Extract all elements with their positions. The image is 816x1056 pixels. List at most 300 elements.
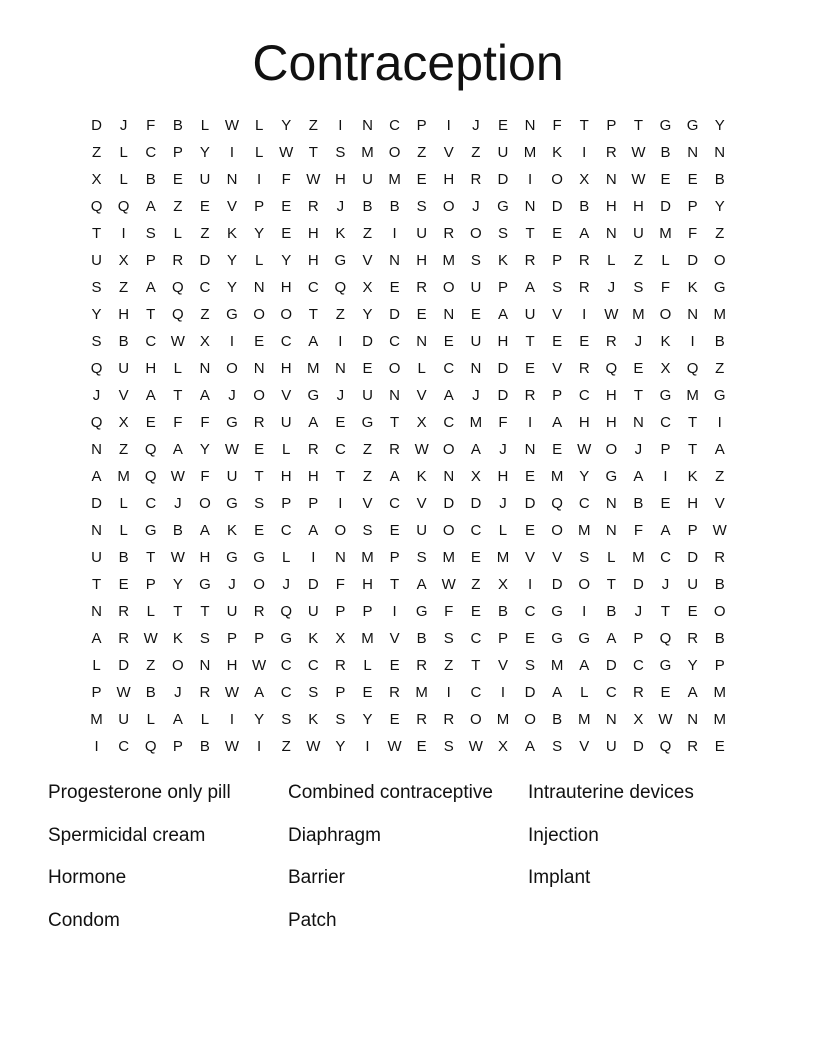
grid-letter[interactable]: D bbox=[497, 360, 509, 377]
grid-letter[interactable]: Y bbox=[579, 468, 590, 485]
grid-letter[interactable]: Z bbox=[119, 279, 129, 296]
grid-letter[interactable]: G bbox=[605, 468, 618, 485]
grid-letter[interactable]: M bbox=[361, 144, 374, 161]
grid-letter[interactable]: I bbox=[392, 603, 397, 620]
grid-letter[interactable]: W bbox=[414, 441, 429, 458]
grid-letter[interactable]: R bbox=[118, 630, 130, 647]
grid-letter[interactable]: E bbox=[416, 171, 427, 188]
grid-letter[interactable]: T bbox=[91, 576, 102, 593]
grid-letter[interactable]: Y bbox=[281, 117, 292, 134]
grid-letter[interactable]: A bbox=[470, 441, 481, 458]
grid-letter[interactable]: S bbox=[552, 738, 563, 755]
grid-letter[interactable]: U bbox=[226, 468, 238, 485]
grid-letter[interactable]: P bbox=[633, 630, 644, 647]
grid-letter[interactable]: G bbox=[659, 387, 672, 404]
grid-letter[interactable]: I bbox=[527, 414, 533, 431]
grid-letter[interactable]: S bbox=[199, 630, 210, 647]
grid-letter[interactable]: V bbox=[552, 360, 563, 377]
grid-letter[interactable]: A bbox=[552, 684, 563, 701]
grid-letter[interactable]: W bbox=[252, 657, 267, 674]
grid-letter[interactable]: N bbox=[524, 441, 536, 458]
grid-letter[interactable]: X bbox=[118, 414, 129, 431]
grid-letter[interactable]: C bbox=[280, 522, 292, 539]
grid-letter[interactable]: Q bbox=[605, 360, 618, 377]
grid-letter[interactable]: R bbox=[687, 738, 699, 755]
grid-letter[interactable]: M bbox=[361, 549, 374, 566]
grid-letter[interactable]: N bbox=[334, 360, 346, 377]
grid-letter[interactable]: D bbox=[470, 495, 482, 512]
grid-letter[interactable]: L bbox=[254, 252, 264, 269]
grid-letter[interactable]: P bbox=[416, 117, 427, 134]
grid-letter[interactable]: L bbox=[173, 360, 182, 377]
grid-letter[interactable]: E bbox=[389, 522, 400, 539]
grid-letter[interactable]: D bbox=[551, 198, 563, 215]
grid-letter[interactable]: B bbox=[714, 171, 725, 188]
grid-letter[interactable]: B bbox=[389, 198, 400, 215]
grid-letter[interactable]: U bbox=[633, 225, 644, 242]
grid-letter[interactable]: Z bbox=[417, 144, 427, 161]
grid-letter[interactable]: G bbox=[144, 522, 157, 539]
grid-letter[interactable]: P bbox=[606, 117, 617, 134]
grid-letter[interactable]: L bbox=[498, 522, 508, 539]
grid-letter[interactable]: F bbox=[200, 468, 210, 485]
grid-letter[interactable]: A bbox=[525, 279, 536, 296]
grid-letter[interactable]: N bbox=[605, 225, 617, 242]
grid-letter[interactable]: E bbox=[525, 630, 536, 647]
grid-letter[interactable]: J bbox=[119, 117, 128, 134]
grid-letter[interactable]: N bbox=[687, 144, 699, 161]
grid-letter[interactable]: R bbox=[253, 414, 265, 431]
grid-letter[interactable]: T bbox=[579, 117, 589, 134]
grid-letter[interactable]: A bbox=[633, 468, 644, 485]
grid-letter[interactable]: V bbox=[552, 306, 563, 323]
grid-letter[interactable]: V bbox=[362, 252, 373, 269]
grid-letter[interactable]: P bbox=[172, 144, 183, 161]
grid-letter[interactable]: F bbox=[173, 414, 183, 431]
grid-letter[interactable]: Q bbox=[144, 441, 157, 458]
grid-letter[interactable]: P bbox=[660, 441, 671, 458]
grid-letter[interactable]: J bbox=[472, 387, 480, 404]
grid-letter[interactable]: L bbox=[119, 522, 128, 539]
grid-letter[interactable]: E bbox=[281, 198, 292, 215]
grid-letter[interactable]: G bbox=[659, 657, 672, 674]
grid-letter[interactable]: R bbox=[172, 252, 184, 269]
grid-letter[interactable]: W bbox=[468, 738, 483, 755]
grid-letter[interactable]: S bbox=[91, 333, 102, 350]
grid-letter[interactable]: L bbox=[282, 549, 291, 566]
grid-letter[interactable]: F bbox=[335, 576, 345, 593]
grid-letter[interactable]: G bbox=[713, 279, 726, 296]
grid-letter[interactable]: I bbox=[94, 738, 99, 755]
grid-letter[interactable]: X bbox=[633, 711, 644, 728]
grid-letter[interactable]: E bbox=[687, 171, 698, 188]
grid-letter[interactable]: R bbox=[307, 198, 319, 215]
grid-letter[interactable]: I bbox=[582, 306, 587, 323]
grid-letter[interactable]: K bbox=[687, 279, 698, 296]
grid-letter[interactable]: I bbox=[392, 225, 397, 242]
grid-letter[interactable]: J bbox=[634, 333, 643, 350]
grid-letter[interactable]: W bbox=[387, 738, 402, 755]
grid-letter[interactable]: U bbox=[307, 603, 319, 620]
grid-letter[interactable]: I bbox=[121, 225, 126, 242]
grid-letter[interactable]: Q bbox=[659, 738, 672, 755]
grid-letter[interactable]: V bbox=[579, 738, 590, 755]
grid-letter[interactable]: K bbox=[172, 630, 183, 647]
grid-letter[interactable]: K bbox=[416, 468, 427, 485]
grid-letter[interactable]: U bbox=[362, 171, 373, 188]
grid-letter[interactable]: A bbox=[606, 630, 617, 647]
grid-letter[interactable]: B bbox=[118, 549, 129, 566]
grid-letter[interactable]: K bbox=[308, 711, 319, 728]
grid-letter[interactable]: C bbox=[280, 657, 292, 674]
grid-letter[interactable]: N bbox=[605, 711, 617, 728]
grid-letter[interactable]: B bbox=[497, 603, 508, 620]
grid-letter[interactable]: O bbox=[442, 441, 455, 458]
grid-letter[interactable]: V bbox=[497, 657, 508, 674]
grid-letter[interactable]: G bbox=[226, 306, 238, 323]
grid-letter[interactable]: O bbox=[551, 522, 563, 539]
grid-letter[interactable]: H bbox=[416, 252, 428, 269]
grid-letter[interactable]: J bbox=[634, 603, 643, 620]
grid-letter[interactable]: E bbox=[470, 603, 481, 620]
grid-letter[interactable]: E bbox=[714, 738, 725, 755]
grid-letter[interactable]: H bbox=[443, 171, 455, 188]
grid-letter[interactable]: Y bbox=[362, 711, 373, 728]
grid-letter[interactable]: B bbox=[714, 630, 725, 647]
grid-letter[interactable]: G bbox=[713, 387, 726, 404]
grid-letter[interactable]: N bbox=[687, 306, 699, 323]
grid-letter[interactable]: E bbox=[552, 225, 563, 242]
grid-letter[interactable]: N bbox=[633, 414, 644, 431]
grid-letter[interactable]: N bbox=[605, 522, 617, 539]
grid-letter[interactable]: E bbox=[470, 549, 481, 566]
grid-letter[interactable]: T bbox=[308, 144, 318, 161]
grid-letter[interactable]: A bbox=[497, 306, 508, 323]
grid-letter[interactable]: Y bbox=[254, 225, 265, 242]
grid-letter[interactable]: Q bbox=[90, 198, 103, 215]
grid-letter[interactable]: B bbox=[145, 171, 156, 188]
grid-letter[interactable]: Y bbox=[254, 711, 265, 728]
grid-letter[interactable]: C bbox=[199, 279, 211, 296]
grid-letter[interactable]: T bbox=[173, 387, 183, 404]
grid-letter[interactable]: E bbox=[199, 198, 210, 215]
grid-letter[interactable]: Q bbox=[171, 279, 184, 296]
grid-letter[interactable]: Z bbox=[200, 225, 210, 242]
grid-letter[interactable]: G bbox=[253, 549, 265, 566]
grid-letter[interactable]: E bbox=[389, 711, 400, 728]
grid-letter[interactable]: A bbox=[552, 414, 563, 431]
grid-letter[interactable]: Q bbox=[90, 360, 103, 377]
grid-letter[interactable]: N bbox=[714, 144, 726, 161]
grid-letter[interactable]: M bbox=[361, 630, 374, 647]
grid-letter[interactable]: J bbox=[499, 495, 507, 512]
grid-letter[interactable]: A bbox=[714, 441, 725, 458]
grid-letter[interactable]: E bbox=[660, 495, 671, 512]
grid-letter[interactable]: P bbox=[281, 495, 292, 512]
grid-letter[interactable]: R bbox=[578, 360, 590, 377]
grid-letter[interactable]: S bbox=[552, 279, 563, 296]
grid-letter[interactable]: E bbox=[552, 333, 563, 350]
grid-letter[interactable]: A bbox=[443, 387, 454, 404]
grid-letter[interactable]: N bbox=[334, 549, 346, 566]
grid-letter[interactable]: V bbox=[552, 549, 563, 566]
grid-letter[interactable]: B bbox=[145, 684, 156, 701]
grid-letter[interactable]: M bbox=[659, 225, 672, 242]
grid-letter[interactable]: H bbox=[199, 549, 211, 566]
grid-letter[interactable]: U bbox=[497, 144, 509, 161]
grid-letter[interactable]: C bbox=[578, 387, 590, 404]
grid-letter[interactable]: Z bbox=[281, 738, 291, 755]
grid-letter[interactable]: F bbox=[444, 603, 454, 620]
grid-letter[interactable]: N bbox=[524, 198, 536, 215]
grid-letter[interactable]: O bbox=[253, 576, 265, 593]
grid-letter[interactable]: J bbox=[336, 198, 345, 215]
grid-letter[interactable]: Z bbox=[362, 225, 373, 242]
grid-letter[interactable]: S bbox=[525, 657, 536, 674]
grid-letter[interactable]: W bbox=[170, 549, 185, 566]
grid-letter[interactable]: J bbox=[336, 387, 345, 404]
grid-letter[interactable]: F bbox=[688, 225, 698, 242]
grid-letter[interactable]: X bbox=[497, 738, 508, 755]
grid-letter[interactable]: U bbox=[91, 549, 102, 566]
grid-letter[interactable]: N bbox=[389, 252, 400, 269]
grid-letter[interactable]: C bbox=[605, 684, 617, 701]
grid-letter[interactable]: A bbox=[687, 684, 698, 701]
grid-letter[interactable]: P bbox=[91, 684, 102, 701]
grid-letter[interactable]: E bbox=[525, 360, 536, 377]
grid-letter[interactable]: T bbox=[660, 603, 671, 620]
grid-letter[interactable]: O bbox=[334, 522, 347, 539]
grid-letter[interactable]: E bbox=[660, 684, 671, 701]
grid-letter[interactable]: I bbox=[365, 738, 370, 755]
grid-letter[interactable]: D bbox=[687, 252, 699, 269]
grid-letter[interactable]: F bbox=[200, 414, 210, 431]
grid-letter[interactable]: T bbox=[173, 603, 183, 620]
grid-letter[interactable]: H bbox=[497, 333, 509, 350]
grid-letter[interactable]: N bbox=[416, 333, 428, 350]
grid-letter[interactable]: T bbox=[525, 333, 535, 350]
grid-letter[interactable]: R bbox=[524, 252, 536, 269]
grid-letter[interactable]: D bbox=[389, 306, 400, 323]
grid-letter[interactable]: O bbox=[226, 360, 238, 377]
grid-letter[interactable]: G bbox=[199, 576, 211, 593]
grid-letter[interactable]: G bbox=[226, 495, 238, 512]
grid-letter[interactable]: N bbox=[91, 441, 102, 458]
grid-letter[interactable]: X bbox=[470, 468, 481, 485]
grid-letter[interactable]: H bbox=[307, 252, 319, 269]
grid-letter[interactable]: O bbox=[659, 306, 672, 323]
grid-letter[interactable]: S bbox=[443, 630, 454, 647]
grid-letter[interactable]: H bbox=[605, 414, 617, 431]
grid-letter[interactable]: T bbox=[200, 603, 210, 620]
grid-letter[interactable]: U bbox=[470, 279, 482, 296]
grid-letter[interactable]: L bbox=[146, 711, 155, 728]
grid-letter[interactable]: M bbox=[632, 549, 645, 566]
grid-letter[interactable]: M bbox=[713, 684, 726, 701]
grid-letter[interactable]: I bbox=[500, 684, 506, 701]
grid-letter[interactable]: O bbox=[171, 657, 184, 674]
grid-letter[interactable]: R bbox=[416, 711, 428, 728]
grid-letter[interactable]: E bbox=[254, 441, 265, 458]
grid-letter[interactable]: N bbox=[362, 117, 373, 134]
grid-letter[interactable]: B bbox=[633, 495, 644, 512]
grid-letter[interactable]: M bbox=[496, 711, 510, 728]
grid-letter[interactable]: O bbox=[388, 360, 401, 377]
grid-letter[interactable]: B bbox=[714, 333, 725, 350]
grid-letter[interactable]: N bbox=[91, 603, 102, 620]
grid-letter[interactable]: C bbox=[145, 144, 157, 161]
grid-letter[interactable]: P bbox=[552, 252, 563, 269]
grid-letter[interactable]: L bbox=[119, 144, 128, 161]
grid-letter[interactable]: W bbox=[631, 144, 646, 161]
grid-letter[interactable]: C bbox=[307, 657, 319, 674]
grid-letter[interactable]: X bbox=[199, 333, 210, 350]
grid-letter[interactable]: C bbox=[443, 414, 455, 431]
grid-letter[interactable]: X bbox=[660, 360, 671, 377]
grid-letter[interactable]: R bbox=[416, 657, 428, 674]
grid-letter[interactable]: U bbox=[118, 360, 130, 377]
grid-letter[interactable]: P bbox=[497, 630, 508, 647]
grid-letter[interactable]: O bbox=[199, 495, 211, 512]
grid-letter[interactable]: J bbox=[634, 441, 643, 458]
grid-letter[interactable]: I bbox=[338, 117, 343, 134]
grid-letter[interactable]: L bbox=[92, 657, 101, 674]
grid-letter[interactable]: G bbox=[659, 117, 672, 134]
grid-letter[interactable]: V bbox=[714, 495, 725, 512]
grid-letter[interactable]: F bbox=[552, 117, 562, 134]
grid-letter[interactable]: R bbox=[334, 657, 346, 674]
grid-letter[interactable]: P bbox=[335, 603, 346, 620]
grid-letter[interactable]: I bbox=[257, 171, 262, 188]
grid-letter[interactable]: E bbox=[525, 522, 536, 539]
grid-letter[interactable]: C bbox=[660, 549, 671, 566]
grid-letter[interactable]: E bbox=[660, 171, 671, 188]
grid-letter[interactable]: Z bbox=[308, 117, 318, 134]
grid-letter[interactable]: Y bbox=[91, 306, 102, 323]
grid-letter[interactable]: Z bbox=[633, 252, 643, 269]
grid-letter[interactable]: I bbox=[257, 738, 262, 755]
grid-letter[interactable]: T bbox=[254, 468, 264, 485]
grid-letter[interactable]: K bbox=[660, 333, 671, 350]
grid-letter[interactable]: X bbox=[579, 171, 590, 188]
grid-letter[interactable]: P bbox=[687, 522, 698, 539]
grid-letter[interactable]: Y bbox=[687, 657, 698, 674]
grid-letter[interactable]: T bbox=[389, 414, 400, 431]
grid-letter[interactable]: I bbox=[229, 333, 235, 350]
grid-letter[interactable]: R bbox=[605, 333, 617, 350]
grid-letter[interactable]: U bbox=[91, 252, 102, 269]
grid-letter[interactable]: O bbox=[442, 198, 455, 215]
grid-letter[interactable]: S bbox=[335, 711, 346, 728]
grid-letter[interactable]: M bbox=[550, 468, 564, 485]
grid-letter[interactable]: U bbox=[416, 522, 428, 539]
grid-letter[interactable]: E bbox=[118, 576, 129, 593]
grid-letter[interactable]: D bbox=[524, 684, 536, 701]
grid-letter[interactable]: J bbox=[472, 198, 480, 215]
grid-letter[interactable]: A bbox=[199, 387, 210, 404]
grid-letter[interactable]: C bbox=[524, 603, 536, 620]
grid-letter[interactable]: A bbox=[145, 198, 156, 215]
grid-letter[interactable]: F bbox=[498, 414, 508, 431]
grid-letter[interactable]: Q bbox=[334, 279, 347, 296]
grid-letter[interactable]: U bbox=[416, 225, 428, 242]
grid-letter[interactable]: R bbox=[416, 279, 428, 296]
grid-letter[interactable]: R bbox=[524, 387, 536, 404]
grid-letter[interactable]: K bbox=[335, 225, 346, 242]
grid-letter[interactable]: D bbox=[118, 657, 130, 674]
grid-letter[interactable]: V bbox=[416, 495, 427, 512]
grid-letter[interactable]: I bbox=[311, 549, 316, 566]
grid-letter[interactable]: F bbox=[633, 522, 643, 539]
grid-letter[interactable]: P bbox=[145, 252, 156, 269]
grid-letter[interactable]: R bbox=[578, 252, 590, 269]
grid-letter[interactable]: G bbox=[226, 549, 238, 566]
grid-letter[interactable]: E bbox=[416, 306, 427, 323]
grid-letter[interactable]: D bbox=[91, 495, 102, 512]
grid-letter[interactable]: A bbox=[660, 522, 671, 539]
grid-letter[interactable]: C bbox=[334, 441, 346, 458]
grid-letter[interactable]: G bbox=[497, 198, 509, 215]
grid-letter[interactable]: W bbox=[224, 117, 240, 134]
grid-letter[interactable]: G bbox=[415, 603, 428, 620]
grid-letter[interactable]: Z bbox=[146, 657, 156, 674]
grid-letter[interactable]: Z bbox=[91, 144, 102, 161]
grid-letter[interactable]: J bbox=[174, 495, 182, 512]
grid-letter[interactable]: O bbox=[713, 603, 726, 620]
grid-letter[interactable]: W bbox=[279, 144, 294, 161]
grid-letter[interactable]: K bbox=[552, 144, 563, 161]
grid-letter[interactable]: R bbox=[687, 630, 699, 647]
grid-letter[interactable]: B bbox=[362, 198, 373, 215]
grid-letter[interactable]: T bbox=[471, 657, 481, 674]
grid-letter[interactable]: A bbox=[199, 522, 210, 539]
grid-letter[interactable]: E bbox=[254, 522, 265, 539]
grid-letter[interactable]: I bbox=[338, 495, 343, 512]
grid-letter[interactable]: C bbox=[443, 360, 455, 377]
grid-letter[interactable]: H bbox=[307, 225, 319, 242]
grid-letter[interactable]: V bbox=[389, 630, 400, 647]
grid-letter[interactable]: U bbox=[524, 306, 536, 323]
grid-letter[interactable]: P bbox=[254, 198, 265, 215]
grid-letter[interactable]: D bbox=[443, 495, 455, 512]
grid-letter[interactable]: A bbox=[145, 279, 156, 296]
grid-letter[interactable]: I bbox=[663, 468, 668, 485]
grid-letter[interactable]: M bbox=[523, 144, 537, 161]
grid-letter[interactable]: H bbox=[145, 360, 157, 377]
grid-letter[interactable]: K bbox=[227, 522, 238, 539]
grid-letter[interactable]: D bbox=[687, 549, 699, 566]
grid-letter[interactable]: W bbox=[170, 333, 185, 350]
grid-letter[interactable]: E bbox=[362, 360, 373, 377]
grid-letter[interactable]: U bbox=[118, 711, 130, 728]
grid-letter[interactable]: Z bbox=[471, 144, 481, 161]
grid-letter[interactable]: R bbox=[443, 225, 455, 242]
grid-letter[interactable]: R bbox=[633, 684, 644, 701]
grid-letter[interactable]: H bbox=[633, 198, 644, 215]
grid-letter[interactable]: Y bbox=[281, 252, 292, 269]
grid-letter[interactable]: L bbox=[282, 441, 291, 458]
grid-letter[interactable]: E bbox=[443, 333, 454, 350]
grid-letter[interactable]: W bbox=[143, 630, 158, 647]
grid-letter[interactable]: B bbox=[199, 738, 210, 755]
grid-letter[interactable]: S bbox=[497, 225, 508, 242]
grid-letter[interactable]: N bbox=[253, 279, 265, 296]
grid-letter[interactable]: Z bbox=[173, 198, 183, 215]
grid-letter[interactable]: H bbox=[118, 306, 130, 323]
grid-letter[interactable]: W bbox=[170, 468, 185, 485]
grid-letter[interactable]: J bbox=[92, 387, 101, 404]
grid-letter[interactable]: H bbox=[226, 657, 238, 674]
